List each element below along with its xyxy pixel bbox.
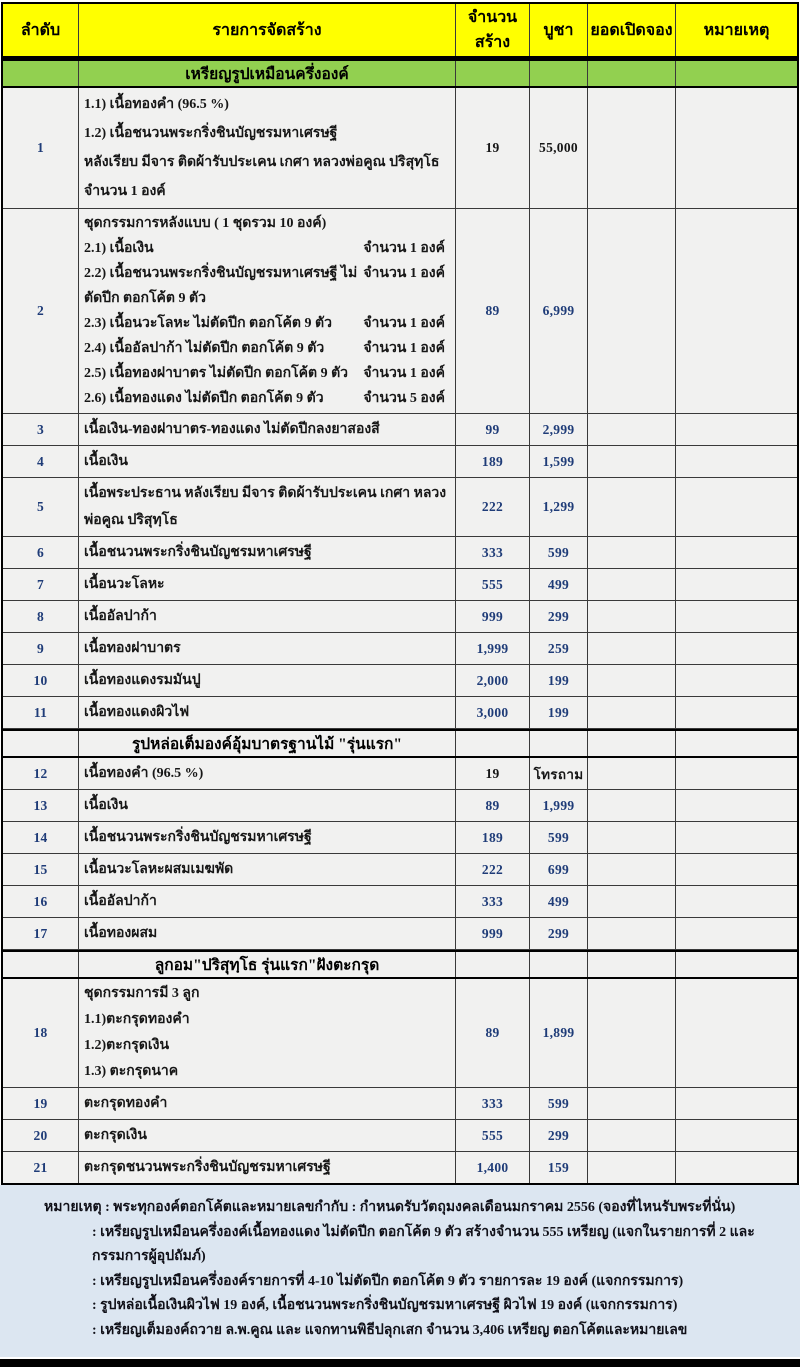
reserved-cell (588, 1120, 676, 1151)
section-title-cell (79, 731, 456, 756)
section-row (3, 950, 797, 979)
row-no-cell: 1 (3, 88, 79, 208)
note-cell (676, 886, 797, 917)
reserved-cell (588, 601, 676, 632)
qty-value-cell: 89 (456, 790, 530, 821)
note-cell (676, 414, 797, 445)
item-text: เนื้ออัลปาก้า (84, 609, 157, 624)
section-empty-cell (588, 731, 676, 756)
item-text: เนื้อนวะโลหะ (84, 577, 165, 592)
footer-note-line: : เหรียญเต็มองค์ถวาย ล.พ.คูณ และ แจกทานพิธีปลุกเสก จำนวน 3,406 เหรียญ ตอกโค้ตและหมายเลข (92, 1322, 688, 1338)
item-cell (79, 414, 456, 445)
item-qty-label: จำนวน 1 องค์ (363, 366, 445, 381)
item-cell (79, 88, 456, 208)
row-no-cell: 7 (3, 569, 79, 600)
row-no-cell: 19 (3, 1088, 79, 1119)
qty-value-cell: 19 (456, 88, 530, 208)
item-cell (79, 822, 456, 853)
section-empty-cell (456, 61, 530, 86)
item-text: ชุดกรรมการมี 3 ลูก (84, 986, 200, 1001)
price-value-cell: 1,999 (530, 790, 588, 821)
table-row (3, 633, 797, 665)
item-cell (79, 446, 456, 477)
table-row (3, 1088, 797, 1120)
row-no-cell: 10 (3, 665, 79, 696)
row-no-cell: 3 (3, 414, 79, 445)
item-qty-label: จำนวน 1 องค์ (363, 266, 445, 281)
item-line (84, 1033, 451, 1059)
row-no-cell: 5 (3, 478, 79, 536)
item-text: ตะกรุดเงิน (84, 1128, 147, 1143)
header-item: รายการจัดสร้าง (79, 4, 456, 56)
note-cell (676, 979, 797, 1087)
section-empty-cell (456, 731, 530, 756)
item-text: ชุดกรรมการหลังแบบ ( 1 ชุดรวม 10 องค์) (84, 216, 327, 231)
note-cell (676, 601, 797, 632)
note-cell (676, 633, 797, 664)
price-value-cell: 599 (530, 537, 588, 568)
note-cell (676, 758, 797, 789)
section-empty-cell (530, 731, 588, 756)
qty-value-cell: 2,000 (456, 665, 530, 696)
item-text: 2.1) เนื้อเงิน (84, 241, 154, 256)
item-line (84, 792, 451, 819)
section-no-cell (3, 952, 79, 977)
note-cell (676, 1120, 797, 1151)
qty-value-cell: 189 (456, 446, 530, 477)
item-line (84, 1122, 451, 1149)
item-line (84, 90, 451, 119)
note-cell (676, 478, 797, 536)
price-value-cell: 259 (530, 633, 588, 664)
item-line (84, 539, 451, 566)
item-cell (79, 1120, 456, 1151)
price-value-cell: 1,899 (530, 979, 588, 1087)
price-list-sheet (1, 2, 799, 1185)
item-cell (79, 478, 456, 536)
price-value-cell: 199 (530, 665, 588, 696)
item-line (84, 361, 451, 386)
item-cell (79, 665, 456, 696)
item-text: เนื้อทองแดงรมมันปู (84, 673, 201, 688)
section-title-cell (79, 952, 456, 977)
price-value-cell: 599 (530, 822, 588, 853)
item-line (84, 824, 451, 851)
item-line (84, 920, 451, 947)
qty-value-cell: 99 (456, 414, 530, 445)
item-line (84, 148, 451, 206)
section-row (3, 729, 797, 758)
section-empty-cell (676, 952, 797, 977)
qty-value-cell: 333 (456, 886, 530, 917)
section-title-cell (79, 61, 456, 86)
row-no-cell: 11 (3, 697, 79, 728)
item-line (84, 888, 451, 915)
item-cell (79, 1088, 456, 1119)
item-text: 2.3) เนื้อนวะโลหะ ไม่ตัดปีก ตอกโค้ต 9 ตัว (84, 316, 332, 331)
qty-value-cell: 19 (456, 758, 530, 789)
row-no-cell: 17 (3, 918, 79, 949)
price-value-cell: 299 (530, 601, 588, 632)
qty-value-cell: 555 (456, 1120, 530, 1151)
table-row (3, 537, 797, 569)
item-text: 1.2)ตะกรุดเงิน (84, 1038, 170, 1053)
item-line (84, 1154, 451, 1181)
item-text: 1.3) ตะกรุดนาค (84, 1064, 179, 1079)
qty-value-cell: 333 (456, 1088, 530, 1119)
reserved-cell (588, 1088, 676, 1119)
reserved-cell (588, 478, 676, 536)
reserved-cell (588, 537, 676, 568)
table-row (3, 478, 797, 537)
price-value-cell: 55,000 (530, 88, 588, 208)
item-line (84, 856, 451, 883)
price-value-cell: 699 (530, 854, 588, 885)
item-text: เนื้ออัลปาก้า (84, 894, 157, 909)
price-value-cell: 2,999 (530, 414, 588, 445)
item-text: 2.4) เนื้ออัลปาก้า ไม่ตัดปีก ตอกโค้ต 9 ตัว (84, 341, 325, 356)
item-cell (79, 569, 456, 600)
item-text: เนื้อนวะโลหะผสมเมฆพัด (84, 862, 234, 877)
qty-value-cell: 3,000 (456, 697, 530, 728)
row-no-cell: 8 (3, 601, 79, 632)
reserved-cell (588, 886, 676, 917)
reserved-cell (588, 697, 676, 728)
note-cell (676, 569, 797, 600)
item-text: หลังเรียบ มีจาร ติดผ้ารับประเคน เกศา หลวงพ่อคูณ ปริสุทฺโธ จำนวน 1 องค์ (84, 155, 440, 199)
row-no-cell: 14 (3, 822, 79, 853)
section-no-cell (3, 731, 79, 756)
item-line (84, 667, 451, 694)
section-row (3, 59, 797, 88)
item-text: 2.5) เนื้อทองฝาบาตร ไม่ตัดปีก ตอกโค้ต 9 ตัว (84, 366, 349, 381)
price-value-cell: 299 (530, 1120, 588, 1151)
qty-value-cell: 222 (456, 478, 530, 536)
footer-note-line: หมายเหตุ : พระทุกองค์ตอกโค้ตและหมายเลขกำกับ : กำหนดรับวัตถุมงคลเดือนมกราคม 2556 (จองที่ไหนรับพระที่นั่น) (44, 1200, 736, 1215)
header-price: บูชา (530, 4, 588, 56)
item-text: เนื้อเงิน-ทองฝาบาตร-ทองแดง ไม่ตัดปีกลงยาสองสี (84, 422, 380, 437)
section-empty-cell (676, 731, 797, 756)
header-no: ลำดับ (3, 4, 79, 56)
item-cell (79, 886, 456, 917)
reserved-cell (588, 446, 676, 477)
row-no-cell: 4 (3, 446, 79, 477)
price-value-cell: 299 (530, 918, 588, 949)
item-cell (79, 601, 456, 632)
header-note: หมายเหตุ (703, 21, 770, 39)
footer-note-line: : รูปหล่อเนื้อเงินผิวไฟ 19 องค์, เนื้อชนวนพระกริ่งชินบัญชรมหาเศรษฐี ผิวไฟ 19 องค์ (แจกกรรมการ) (92, 1298, 678, 1313)
row-no-cell: 16 (3, 886, 79, 917)
reserved-cell (588, 414, 676, 445)
qty-value-cell: 1,999 (456, 633, 530, 664)
item-line (84, 480, 451, 534)
table-row (3, 979, 797, 1088)
reserved-cell (588, 790, 676, 821)
item-text: ตะกรุดชนวนพระกริ่งชินบัญชรมหาเศรษฐี (84, 1160, 331, 1175)
item-cell (79, 918, 456, 949)
row-no-cell: 12 (3, 758, 79, 789)
reserved-cell (588, 665, 676, 696)
section-empty-cell (530, 952, 588, 977)
item-cell (79, 1152, 456, 1183)
price-value-cell: 159 (530, 1152, 588, 1183)
item-line (84, 211, 451, 236)
item-qty-label: จำนวน 1 องค์ (363, 316, 445, 331)
header-qty: จำนวนสร้าง (456, 4, 530, 56)
reserved-cell (588, 1152, 676, 1183)
row-no-cell: 6 (3, 537, 79, 568)
reserved-cell (588, 88, 676, 208)
item-cell (79, 537, 456, 568)
item-qty-label: จำนวน 1 องค์ (363, 241, 445, 256)
row-no-cell: 21 (3, 1152, 79, 1183)
item-text: 1.2) เนื้อชนวนพระกริ่งชินบัญชรมหาเศรษฐี (84, 126, 338, 141)
table-row (3, 569, 797, 601)
item-line (84, 119, 451, 148)
note-cell (676, 537, 797, 568)
item-line (84, 981, 451, 1007)
reserved-cell (588, 822, 676, 853)
reserved-cell (588, 758, 676, 789)
note-cell (676, 790, 797, 821)
qty-value-cell: 1,400 (456, 1152, 530, 1183)
section-empty-cell (588, 952, 676, 977)
note-cell (676, 822, 797, 853)
item-text: เนื้อทองแดงผิวไฟ (84, 705, 190, 720)
qty-value-cell: 999 (456, 918, 530, 949)
item-cell (79, 209, 456, 413)
table-row (3, 88, 797, 209)
item-text: 2.6) เนื้อทองแดง ไม่ตัดปีก ตอกโค้ต 9 ตัว (84, 391, 324, 406)
qty-value-cell: 999 (456, 601, 530, 632)
reserved-cell (588, 979, 676, 1087)
section-title: รูปหล่อเต็มองค์อุ้มบาตรฐานไม้ "รุ่นแรก" (131, 736, 403, 753)
qty-value-cell: 189 (456, 822, 530, 853)
footer-notes (0, 1185, 800, 1357)
item-text: 1.1)ตะกรุดทองคำ (84, 1012, 190, 1027)
item-text: เนื้อเงิน (84, 798, 128, 813)
note-cell (676, 697, 797, 728)
item-line (84, 261, 451, 311)
footer-note-line: : เหรียญรูปเหมือนครึ่งองค์เนื้อทองแดง ไม่ตัดปีก ตอกโค้ต 9 ตัว สร้างจำนวน 555 เหรียญ (แจกในรายการที่ 2 และกรรมการผู้อุปถัมภ์) (92, 1224, 755, 1264)
section-no-cell (3, 61, 79, 86)
price-value-cell: โทรถาม (530, 758, 588, 789)
reserved-cell (588, 854, 676, 885)
note-cell (676, 1088, 797, 1119)
item-line (84, 571, 451, 598)
item-text: เนื้อทองผสม (84, 926, 158, 941)
item-text: เนื้อทองคำ (96.5 %) (84, 766, 204, 781)
table-row (3, 918, 797, 950)
item-line (84, 1090, 451, 1117)
reserved-cell (588, 209, 676, 413)
item-line (84, 1059, 451, 1085)
qty-value-cell: 222 (456, 854, 530, 885)
item-qty-label: จำนวน 5 องค์ (363, 391, 445, 406)
price-value-cell: 499 (530, 886, 588, 917)
note-cell (676, 209, 797, 413)
price-value-cell: 1,299 (530, 478, 588, 536)
reserved-cell (588, 918, 676, 949)
item-line (84, 448, 451, 475)
note-cell (676, 446, 797, 477)
price-value-cell: 599 (530, 1088, 588, 1119)
item-text: 1.1) เนื้อทองคำ (96.5 %) (84, 97, 229, 112)
row-no-cell: 2 (3, 209, 79, 413)
table-row (3, 665, 797, 697)
section-empty-cell (530, 61, 588, 86)
item-text: ตะกรุดทองคำ (84, 1096, 168, 1111)
price-value-cell: 199 (530, 697, 588, 728)
item-cell (79, 758, 456, 789)
row-no-cell: 13 (3, 790, 79, 821)
item-cell (79, 854, 456, 885)
bottom-black-bar (0, 1359, 800, 1367)
row-no-cell: 18 (3, 979, 79, 1087)
qty-value-cell: 89 (456, 979, 530, 1087)
item-cell (79, 697, 456, 728)
reserved-cell (588, 633, 676, 664)
item-text: เนื้อเงิน (84, 454, 128, 469)
table-row (3, 697, 797, 729)
item-line (84, 603, 451, 630)
qty-value-cell: 333 (456, 537, 530, 568)
section-title: ลูกอม"ปริสุทฺโธ รุ่นแรก"ฝังตะกรุด (154, 957, 380, 974)
price-value-cell: 499 (530, 569, 588, 600)
row-no-cell: 20 (3, 1120, 79, 1151)
section-empty-cell (456, 952, 530, 977)
section-title: เหรียญรูปเหมือนครึ่งองค์ (185, 66, 349, 83)
qty-value-cell: 89 (456, 209, 530, 413)
note-cell (676, 665, 797, 696)
note-cell (676, 88, 797, 208)
table-row (3, 790, 797, 822)
table-row (3, 601, 797, 633)
item-cell (79, 633, 456, 664)
item-text: เนื้อชนวนพระกริ่งชินบัญชรมหาเศรษฐี (84, 545, 312, 560)
item-text: เนื้อพระประธาน หลังเรียบ มีจาร ติดผ้ารับประเคน เกศา หลวงพ่อคูณ ปริสุทฺโธ (84, 486, 447, 528)
table-row (3, 1152, 797, 1183)
table-row (3, 1120, 797, 1152)
price-value-cell: 6,999 (530, 209, 588, 413)
item-text: 2.2) เนื้อชนวนพระกริ่งชินบัญชรมหาเศรษฐี ไม่ตัดปีก ตอกโค้ต 9 ตัว (84, 266, 358, 306)
item-cell (79, 979, 456, 1087)
header-reserved: ยอดเปิดจอง (588, 4, 676, 56)
table-row (3, 886, 797, 918)
table-row (3, 822, 797, 854)
item-line (84, 1007, 451, 1033)
section-empty-cell (676, 61, 797, 86)
table-row (3, 209, 797, 414)
item-line (84, 699, 451, 726)
table-body (3, 59, 797, 1183)
item-line (84, 311, 451, 336)
table-row (3, 446, 797, 478)
item-text: เนื้อชนวนพระกริ่งชินบัญชรมหาเศรษฐี (84, 830, 312, 845)
table-row (3, 414, 797, 446)
item-line (84, 760, 451, 787)
section-empty-cell (588, 61, 676, 86)
reserved-cell (588, 569, 676, 600)
item-cell (79, 790, 456, 821)
item-line (84, 236, 451, 261)
item-qty-label: จำนวน 1 องค์ (363, 341, 445, 356)
qty-value-cell: 555 (456, 569, 530, 600)
note-cell (676, 854, 797, 885)
item-text: เนื้อทองฝาบาตร (84, 641, 181, 656)
item-line (84, 635, 451, 662)
table-row (3, 854, 797, 886)
item-line (84, 416, 451, 443)
item-line (84, 336, 451, 361)
row-no-cell: 15 (3, 854, 79, 885)
table-row (3, 758, 797, 790)
note-cell (676, 918, 797, 949)
footer-note-line: : เหรียญรูปเหมือนครึ่งองค์รายการที่ 4-10 ไม่ตัดปีก ตอกโค้ต 9 ตัว รายการละ 19 องค์ (แจกกรรมการ) (92, 1273, 684, 1289)
item-line (84, 386, 451, 411)
table-header-row (3, 4, 797, 59)
note-cell (676, 1152, 797, 1183)
row-no-cell: 9 (3, 633, 79, 664)
price-value-cell: 1,599 (530, 446, 588, 477)
